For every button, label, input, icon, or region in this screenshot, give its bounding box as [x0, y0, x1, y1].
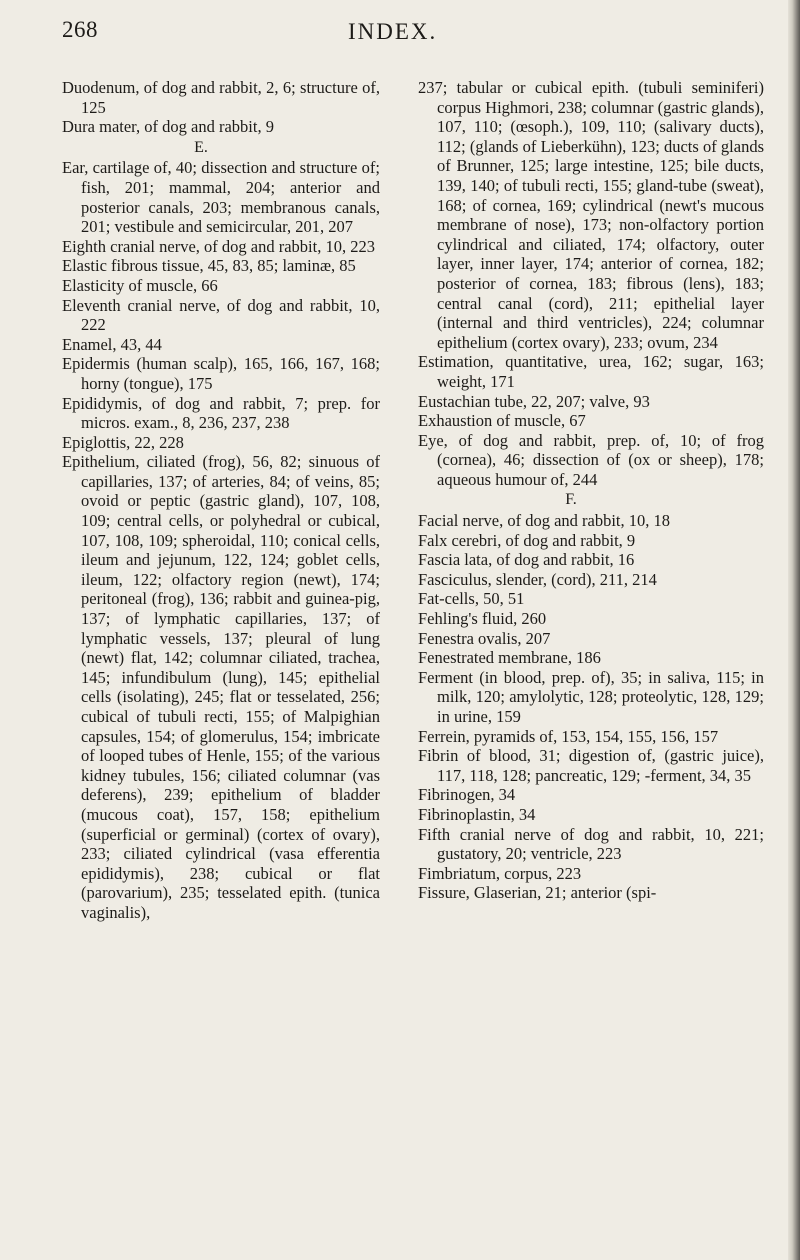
index-entry: Elasticity of muscle, 66: [62, 275, 218, 295]
right-column: [418, 78, 764, 903]
index-entry: Epidermis (human scalp), 165, 166, 167, 168; horny (tongue), 175: [62, 354, 380, 393]
index-entry: Fibrinoplastin, 34: [418, 804, 536, 824]
index-entry: Epiglottis, 22, 228: [62, 432, 184, 452]
page-edge-shadow: [788, 0, 800, 1260]
index-entry: Duodenum, of dog and rabbit, 2, 6; structure of, 125: [62, 78, 380, 117]
index-entry: Enamel, 43, 44: [62, 334, 162, 354]
index-entry: Eye, of dog and rabbit, prep. of, 10; of frog (cornea), 46; dissection of (ox or sheep), 178; aqueous humour of, 244: [418, 430, 764, 489]
index-entry: Estimation, quantitative, urea, 162; sugar, 163; weight, 171: [418, 352, 764, 391]
index-entry: Dura mater, of dog and rabbit, 9: [62, 117, 274, 137]
index-entry: 237; tabular or cubical epith. (tubuli seminiferi) corpus Highmori, 238; columnar (gastric glands), 107, 110; (œsoph.), 109, 110; (salivary ducts), 112; (glands of Lieberkühn), 123; ducts of glands of Brunner, 125; large intestine, 125; bile ducts, 139, 140; of tubuli recti, 155; gland-tube (sweat), 168; of cornea, 169; cylindrical (newt's mucous membrane of nose), 173; non-olfactory portion cylindrical and ciliated, 174; olfactory, outer layer, inner layer, 174; anterior of cornea, 182; posterior of cornea, 183; fibrous (lens), 183; central canal (cord), 211; epithelial layer (internal and third ventricles), 224; columnar epithelium (cortex ovary), 233; ovum, 234: [418, 78, 764, 352]
left-column: [62, 78, 380, 923]
index-entry: Facial nerve, of dog and rabbit, 10, 18: [418, 511, 671, 531]
page-number: 268: [62, 17, 98, 42]
index-entry: Epithelium, ciliated (frog), 56, 82; sinuous of capillaries, 137; of arteries, 84; of veins, 85; ovoid or peptic (gastric gland), 107, 108, 109; central cells, or polyhedral or cubical, 107, 108, 109; spheroidal, 110; conical cells, ileum and jejunum, 122, 124; goblet cells, ileum, 122; olfactory region (newt), 174; peritoneal (frog), 136; rabbit and guinea-pig, 137; of lymphatic capillaries, 137; of lymphatic vessels, 137; pleural of lung (newt) flat, 142; columnar ciliated, trachea, 145; infundibulum (lung), 145; epithelial cells (isolating), 245; flat or tesselated, 256; cubical of tubuli recti, 155; of Malpighian capsules, 154; of glomerulus, 154; imbricate of looped tubes of Henle, 155; of the various kidney tubules, 156; ciliated columnar (vas deferens), 239; epithelium of bladder (mucous coat), 157, 158; epithelium (superficial or germinal) (cortex of ovary), 233; ciliated cylindrical (vasa efferentia epididymis), 238; cubical or flat (parovarium), 235; tesselated epith. (tunica vaginalis),: [62, 452, 380, 922]
section-letter: F.: [565, 491, 577, 509]
index-entry: Fissure, Glaserian, 21; anterior (spi-: [418, 883, 657, 903]
index-entry: Fasciculus, slender, (cord), 211, 214: [418, 569, 657, 589]
index-entry: Fimbriatum, corpus, 223: [418, 863, 582, 883]
page-title: INDEX.: [348, 19, 438, 44]
index-entry: Fibrin of blood, 31; digestion of, (gastric juice), 117, 118, 128; pancreatic, 129; -ferment, 34, 35: [418, 746, 764, 785]
index-entry: Fascia lata, of dog and rabbit, 16: [418, 550, 635, 570]
index-entry: Ear, cartilage of, 40; dissection and structure of; fish, 201; mammal, 204; anterior and posterior canals, 203; membranous canals, 201; vestibule and semicircular, 201, 207: [62, 158, 380, 237]
index-entry: Eustachian tube, 22, 207; valve, 93: [418, 391, 650, 411]
index-entry: Fibrinogen, 34: [418, 785, 516, 805]
index-entry: Fenestrated membrane, 186: [418, 648, 601, 668]
index-entry: Fenestra ovalis, 207: [418, 628, 551, 648]
index-entry: Eighth cranial nerve, of dog and rabbit, 10, 223: [62, 236, 375, 256]
index-entry: Fifth cranial nerve of dog and rabbit, 10, 221; gustatory, 20; ventricle, 223: [418, 824, 764, 864]
index-entry: Epididymis, of dog and rabbit, 7; prep. for micros. exam., 8, 236, 237, 238: [62, 393, 380, 433]
section-letter: E.: [194, 138, 208, 156]
index-entry: Fat-cells, 50, 51: [418, 589, 525, 609]
index-entry: Elastic fibrous tissue, 45, 83, 85; laminæ, 85: [62, 256, 356, 276]
index-entry: Falx cerebri, of dog and rabbit, 9: [418, 530, 636, 550]
index-entry: Exhaustion of muscle, 67: [418, 411, 586, 431]
index-entry: Ferment (in blood, prep. of), 35; in saliva, 115; in milk, 120; amylolytic, 128; proteolytic, 128, 129; in urine, 159: [418, 667, 764, 726]
index-entry: Eleventh cranial nerve, of dog and rabbit, 10, 222: [62, 295, 380, 335]
index-entry: Fehling's fluid, 260: [418, 609, 547, 629]
index-entry: Ferrein, pyramids of, 153, 154, 155, 156, 157: [418, 726, 719, 746]
